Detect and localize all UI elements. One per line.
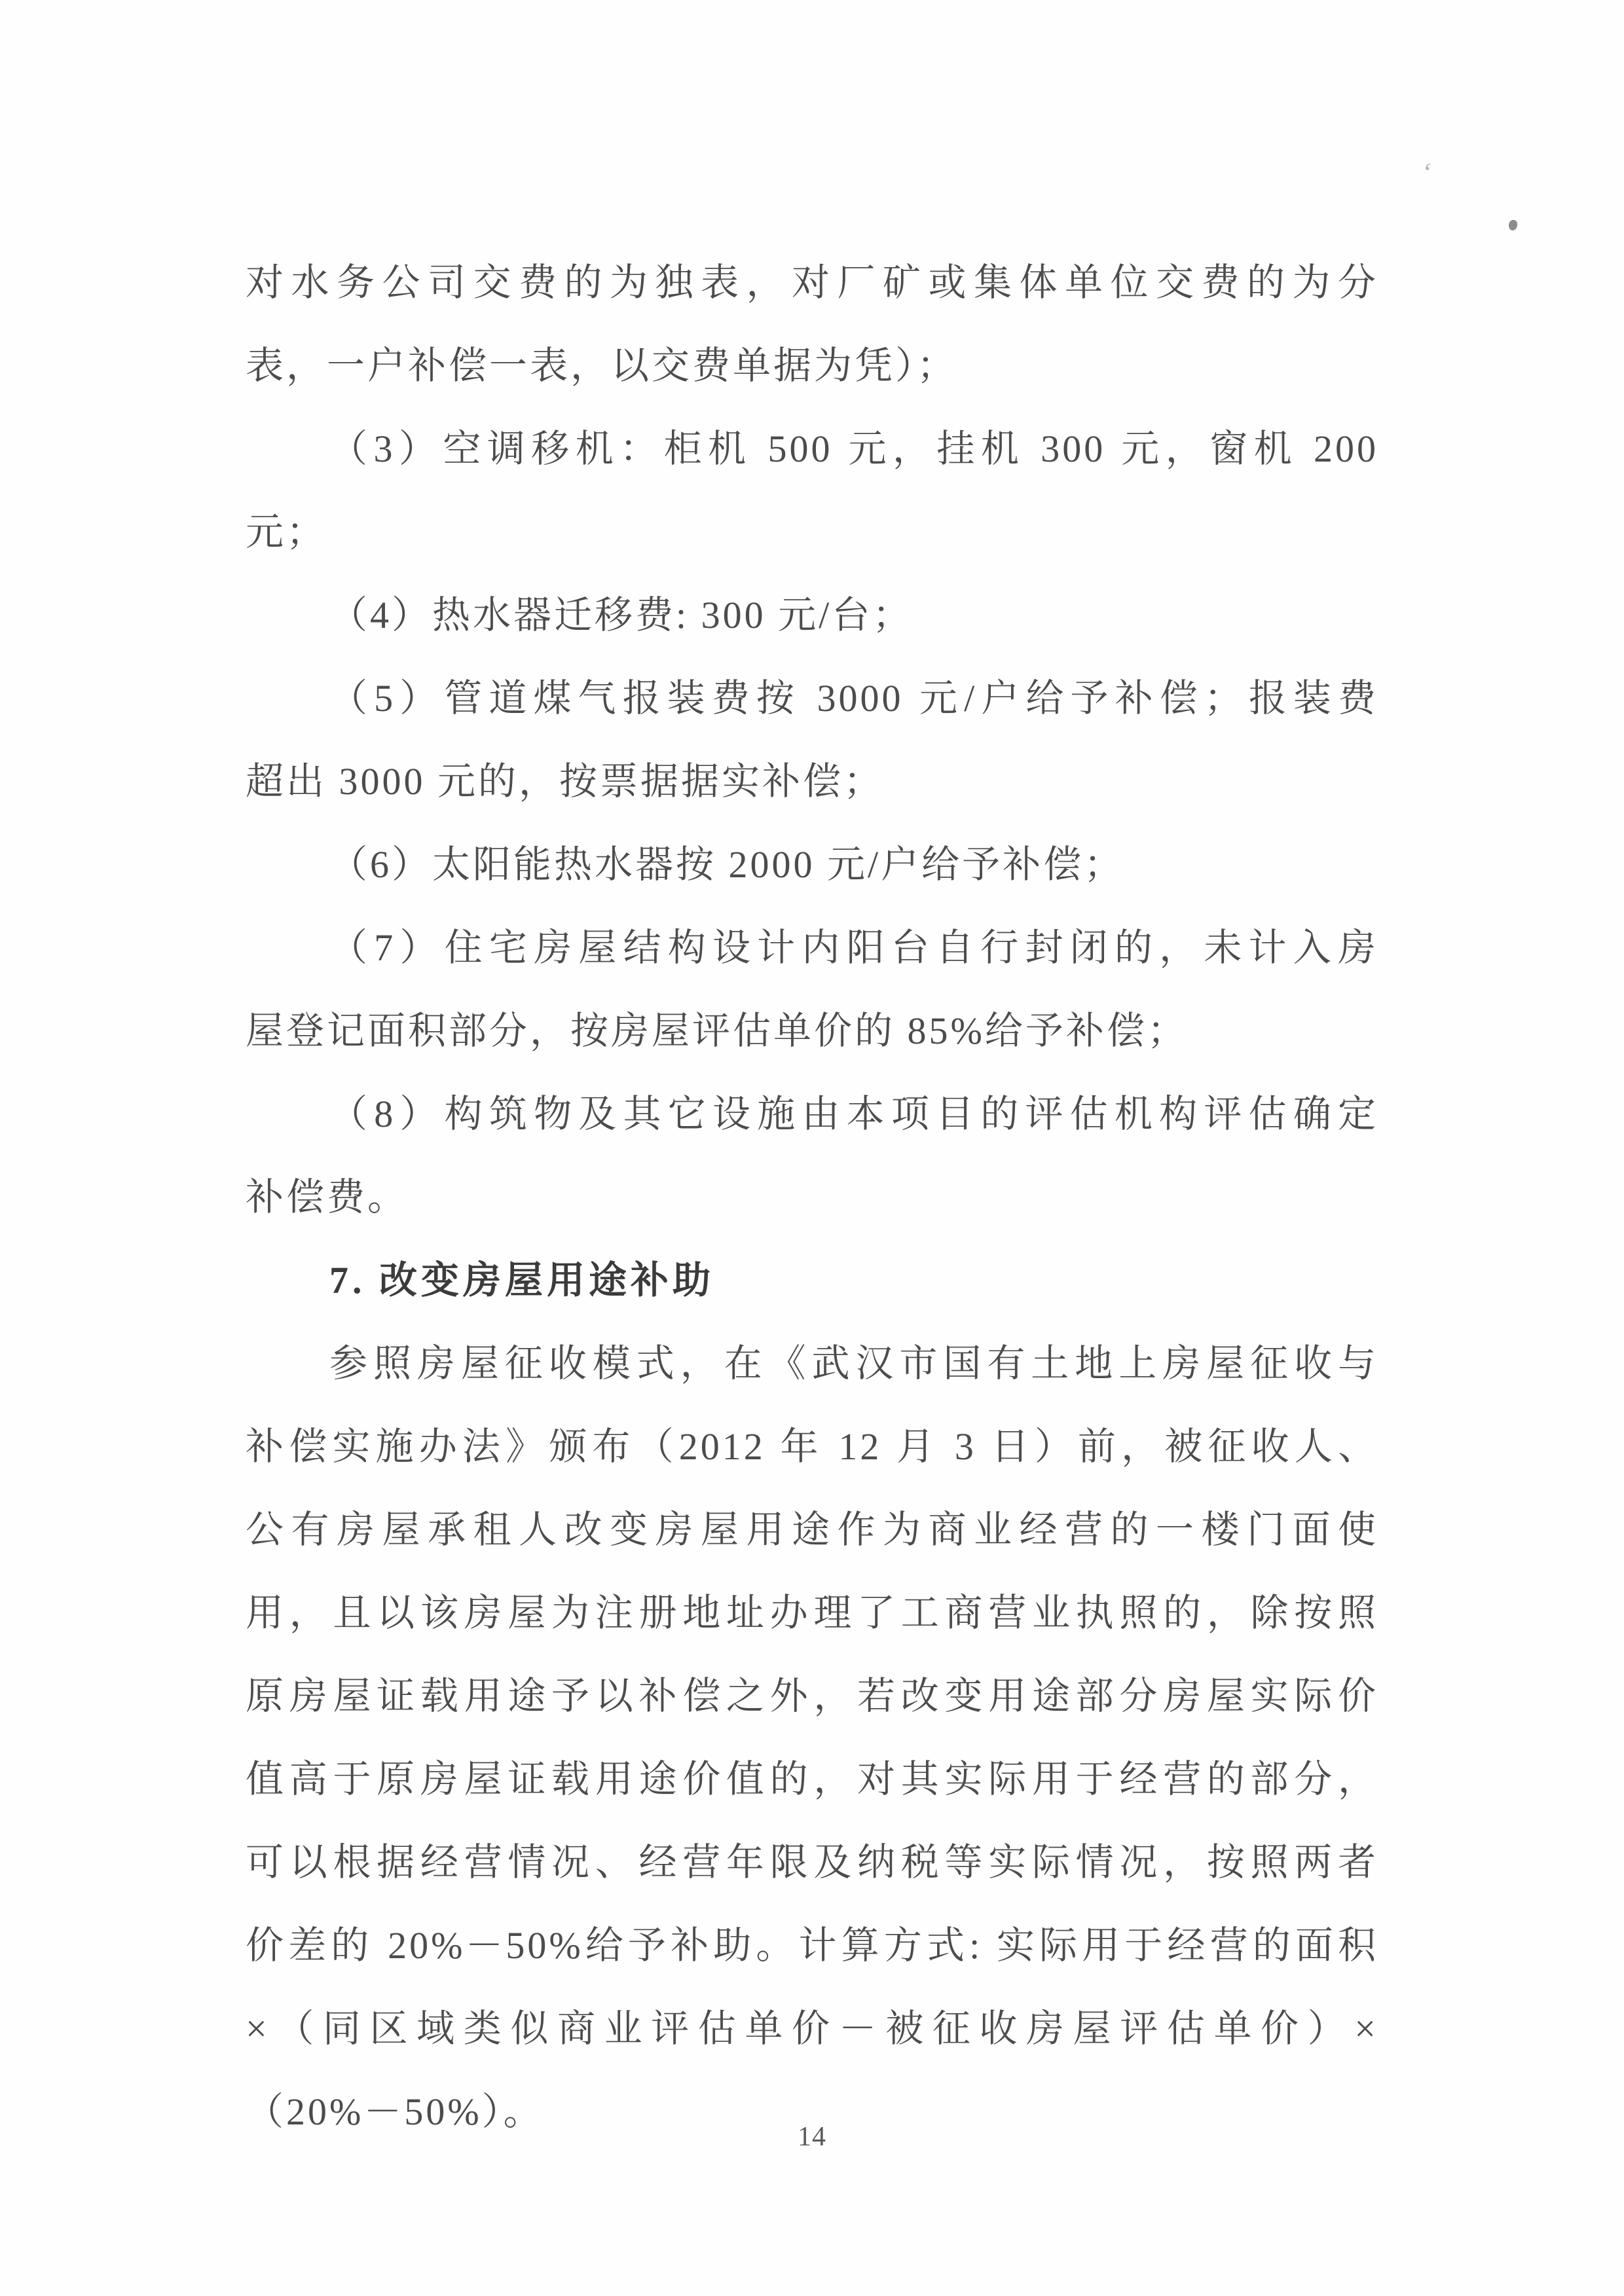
text-line: 补偿实施办法》颁布（2012 年 12 月 3 日）前，被征收人、 (246, 1425, 1378, 1468)
section-heading: 7. 改变房屋用途补助 (329, 1259, 715, 1302)
text-line: 表，一户补偿一表，以交费单据为凭）； (246, 344, 958, 387)
text-line: 超出 3000 元的，按票据据实补偿； (246, 760, 885, 803)
text-line: 用，且以该房屋为注册地址办理了工商营业执照的，除按照 (246, 1592, 1378, 1634)
text-line: 价差的 20%－50%给予补助。计算方式: 实际用于经营的面积 (246, 1924, 1378, 1967)
text-line: 补偿费。 (246, 1176, 409, 1218)
page-number: 14 (798, 2122, 826, 2152)
text-line: 原房屋证载用途予以补偿之外，若改变用途部分房屋实际价 (246, 1675, 1378, 1717)
text-block (246, 241, 1378, 2153)
text-line: （20%－50%）。 (246, 2090, 544, 2133)
text-line: ×（同区域类似商业评估单价－被征收房屋评估单价）× (246, 2007, 1378, 2050)
text-line: 参照房屋征收模式，在《武汉市国有土地上房屋征收与 (329, 1342, 1378, 1385)
text-line: 屋登记面积部分，按房屋评估单价的 85%给予补偿； (246, 1010, 1188, 1052)
scan-artifact-comma: ʻ (1420, 157, 1434, 189)
scan-artifact-dot (1509, 220, 1517, 230)
text-line: 值高于原房屋证载用途价值的，对其实际用于经营的部分， (246, 1758, 1378, 1800)
text-line: 公有房屋承租人改变房屋用途作为商业经营的一楼门面使 (246, 1508, 1378, 1551)
text-line: （4）热水器迁移费: 300 元/台； (329, 594, 913, 636)
text-line: （6）太阳能热水器按 2000 元/户给予补偿； (329, 843, 1125, 886)
text-line: （3）空调移机：柜机 500 元，挂机 300 元，窗机 200 (329, 428, 1378, 470)
text-line: （8）构筑物及其它设施由本项目的评估机构评估确定 (329, 1093, 1378, 1135)
text-line: （5）管道煤气报装费按 3000 元/户给予补偿；报装费 (329, 677, 1378, 720)
text-line: 对水务公司交费的为独表，对厂矿或集体单位交费的为分 (246, 261, 1378, 304)
text-line: 元； (246, 511, 327, 553)
text-line: （7）住宅房屋结构设计内阳台自行封闭的，未计入房 (329, 926, 1378, 969)
text-line: 可以根据经营情况、经营年限及纳税等实际情况，按照两者 (246, 1841, 1378, 1884)
